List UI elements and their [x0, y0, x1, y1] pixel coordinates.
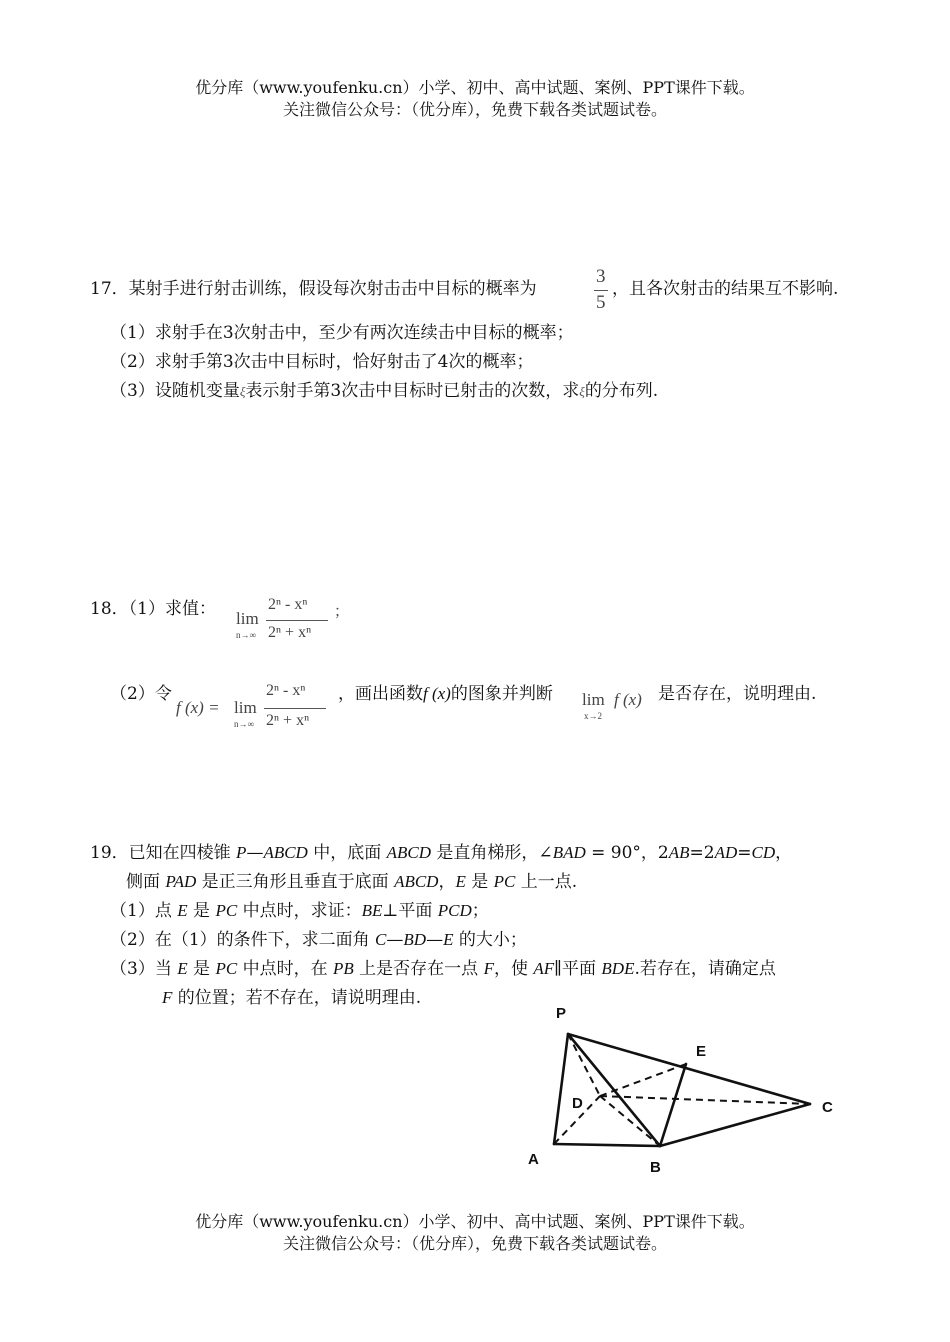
q17-frac-den: 5 [596, 292, 606, 313]
q19-part-3-cont [162, 987, 421, 1009]
math-symbol: BE [361, 901, 383, 920]
math-symbol: E [177, 959, 188, 978]
math-symbol: AD [714, 843, 738, 862]
math-symbol: PB [332, 959, 354, 978]
pyramid-hidden-edges [554, 1034, 810, 1146]
q17-part-2: （2）求射手第3次击中目标时，恰好射击了4次的概率； [110, 352, 534, 372]
text-run: （3）当 [110, 959, 178, 979]
text-run: 的位置；若不存在，请说明理由. [172, 988, 422, 1008]
math-symbol: BD [403, 930, 427, 949]
text-run: 是 [187, 959, 216, 979]
text-run: 是 [465, 872, 494, 892]
math-symbol: PC [493, 872, 516, 891]
text-run: 是正三角形且垂直于底面 [196, 872, 395, 892]
text-run: =2 [689, 843, 715, 863]
pyramid-solid-edges [554, 1034, 810, 1146]
q19-part-3 [110, 958, 776, 980]
text-run: = [737, 843, 752, 863]
text-run: ； [471, 901, 489, 921]
text-run: ，使 [493, 959, 534, 979]
q19-part-2 [110, 929, 527, 951]
q17-stem-b: ，且各次射击的结果互不影响. [612, 279, 839, 299]
q17-stem-a: 17．某射手进行射击训练，假设每次射击击中目标的概率为 [90, 279, 537, 299]
text-run: （1）点 [110, 901, 178, 921]
math-symbol: ABCD [263, 843, 308, 862]
math-symbol: ABCD [386, 843, 432, 862]
math-symbol: BAD [552, 843, 586, 862]
text-run: 的大小； [453, 930, 527, 950]
header-line-2: 关注微信公众号：（优分库），免费下载各类试题试卷。 [282, 100, 667, 119]
label-P: P [556, 1005, 567, 1022]
text-run: （2）在（1）的条件下，求二面角 [110, 930, 376, 950]
math-symbol: F [162, 988, 173, 1007]
label-E: E [696, 1043, 707, 1060]
text-run: — [386, 930, 404, 950]
text-run: — [246, 843, 264, 863]
text-run: — [426, 930, 444, 950]
text-run: 侧面 [126, 872, 166, 892]
text-run: .若存在，请确定点 [634, 959, 776, 979]
math-symbol: F [483, 959, 494, 978]
text-run: 上一点. [515, 872, 578, 892]
math-symbol: PAD [165, 872, 197, 891]
q19-line-2 [126, 871, 577, 893]
q17-fraction [594, 266, 608, 316]
math-symbol: ABCD [394, 872, 439, 891]
text-run: 是直角梯形，∠ [431, 843, 553, 863]
label-C: C [822, 1099, 833, 1116]
text-run: ， [775, 843, 793, 863]
math-symbol: BDE [601, 959, 635, 978]
q19-part-1 [110, 900, 489, 922]
math-symbol: AF [533, 959, 555, 978]
q18-limit-expression-2: f (x) = lim n→∞ 2ⁿ - xⁿ 2ⁿ + xⁿ [176, 680, 336, 736]
math-symbol: E [177, 901, 188, 920]
text-run: 中，底面 [307, 843, 387, 863]
text-run: ∥平面 [554, 959, 602, 979]
q19-line-1 [90, 842, 792, 864]
footer-line-2: 关注微信公众号：（优分库），免费下载各类试题试卷。 [282, 1234, 667, 1253]
label-D: D [572, 1095, 583, 1112]
q18-part-2-label: （2）令 [110, 684, 172, 704]
q17-part-1: （1）求射手在3次射击中，至少有两次连续击中目标的概率； [110, 323, 574, 343]
q17-frac-num: 3 [596, 266, 606, 287]
footer-line-1: 优分库（www.youfenku.cn）小学、初中、高中试题、案例、PPT课件下载。 [195, 1212, 755, 1231]
pyramid-figure [520, 996, 860, 1176]
q18-limit-expression-1: lim n→∞ 2ⁿ - xⁿ 2ⁿ + xⁿ ； [236, 596, 350, 641]
text-run: 是 [187, 901, 216, 921]
label-A: A [528, 1151, 539, 1168]
label-B: B [650, 1159, 661, 1176]
q18-part-2-end: 是否存在，说明理由. [658, 684, 817, 704]
text-run: = 90°，2 [585, 843, 669, 863]
text-run: 中点时，在 [237, 959, 333, 979]
q17-part-3: （3）设随机变量ξ表示射手第3次击中目标时已射击的次数，求ξ的分布列. [110, 381, 659, 401]
math-symbol: P [236, 843, 247, 862]
header-line-1: 优分库（www.youfenku.cn）小学、初中、高中试题、案例、PPT课件下载。 [195, 78, 755, 97]
math-symbol: C [375, 930, 387, 949]
text-run: ⊥平面 [382, 901, 438, 921]
math-symbol: CD [751, 843, 776, 862]
math-symbol: PC [215, 959, 238, 978]
q18-part-2-text: ，画出函数f (x)的图象并判断 [338, 684, 553, 704]
text-run: 上是否存在一点 [353, 959, 484, 979]
math-symbol: E [455, 872, 466, 891]
math-symbol: AB [668, 843, 690, 862]
q18-part-1-label: 18．（1）求值： [90, 599, 216, 619]
math-symbol: PC [215, 901, 238, 920]
text-run: ， [438, 872, 456, 892]
text-run: 中点时，求证： [237, 901, 362, 921]
math-symbol: PCD [437, 901, 472, 920]
text-run: 19．已知在四棱锥 [90, 843, 237, 863]
math-symbol: E [443, 930, 454, 949]
q18-limit-x-to-2: lim x→2 f (x) [582, 690, 642, 721]
